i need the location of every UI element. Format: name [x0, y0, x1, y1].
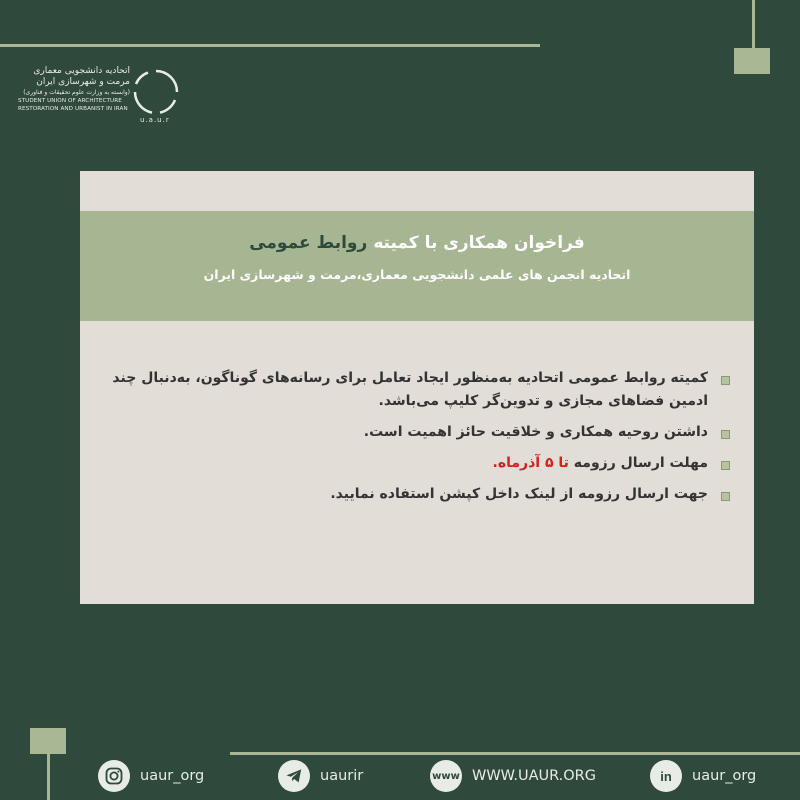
deadline-highlight: تا ۵ آذرماه.	[492, 455, 569, 471]
bottom-left-square	[30, 728, 66, 754]
linkedin-icon	[650, 760, 682, 792]
telegram-link[interactable]	[278, 756, 363, 796]
website-icon	[430, 760, 462, 792]
website-icon-text: www	[432, 770, 460, 782]
logo-en-line2: RESTORATION AND URBANIST IN IRAN	[18, 106, 128, 112]
top-right-square	[734, 48, 770, 74]
left-vertical-line	[47, 754, 50, 800]
logo-ring-icon	[132, 68, 180, 116]
bullet-marker-icon	[721, 430, 730, 439]
bullet-text: مهلت ارسال رزومه	[568, 455, 708, 471]
announcement-card	[80, 171, 754, 604]
logo-en-line1: STUDENT UNION OF ARCHITECTURE	[18, 98, 122, 104]
bullet-text: کمیته روابط عمومی اتحادیه به‌منظور ایجاد تعامل برای رسانه‌های گوناگون، به‌دنبال چند ادمین فضاهای مجازی و تدوین‌گر کلیپ می‌باشد.	[112, 370, 708, 409]
linkedin-icon-text: in	[660, 768, 672, 784]
bullet-item	[92, 483, 732, 506]
top-divider-line	[0, 44, 540, 47]
telegram-icon	[278, 760, 310, 792]
website-url: WWW.UAUR.ORG	[472, 768, 596, 784]
bullet-marker-icon	[721, 461, 730, 470]
bullet-item	[92, 421, 732, 444]
right-vertical-line	[752, 0, 755, 48]
card-subtitle: اتحادیه انجمن های علمی دانشجویی معماری،مرمت و شهرسازی ایران	[203, 267, 631, 282]
logo-text	[18, 66, 130, 113]
title-highlight: روابط عمومی	[249, 233, 368, 253]
bullet-marker-icon	[721, 492, 730, 501]
logo-fa-line1: اتحادیه دانشجویی معماری	[33, 66, 130, 76]
bullet-text: داشتن روحیه همکاری و خلاقیت حائز اهمیت است.	[363, 424, 708, 440]
instagram-icon	[98, 760, 130, 792]
title-text: فراخوان همکاری با کمیته	[367, 233, 585, 253]
linkedin-handle: uaur_org	[692, 768, 757, 784]
union-logo	[18, 66, 193, 126]
logo-fa-line2: مرمت و شهرسازی ایران	[36, 77, 130, 87]
bullet-text: جهت ارسال رزومه از لینک داخل کپشن استفاده نمایید.	[330, 486, 708, 502]
card-title	[80, 233, 754, 253]
logo-fa-line3: (وابسته به وزارت علوم تحقیقات و فناوری)	[23, 89, 130, 96]
website-link[interactable]	[430, 756, 596, 796]
bullet-item	[92, 452, 732, 475]
linkedin-link[interactable]	[650, 756, 756, 796]
instagram-handle: uaur_org	[140, 768, 205, 784]
bullet-item	[92, 367, 732, 413]
telegram-handle: uaurir	[320, 768, 364, 784]
bullet-list	[92, 367, 732, 514]
logo-abbr: u.a.u.r	[140, 116, 170, 124]
card-header-band	[80, 211, 754, 321]
instagram-link[interactable]	[98, 756, 204, 796]
bottom-divider-line	[230, 752, 800, 755]
bullet-marker-icon	[721, 376, 730, 385]
